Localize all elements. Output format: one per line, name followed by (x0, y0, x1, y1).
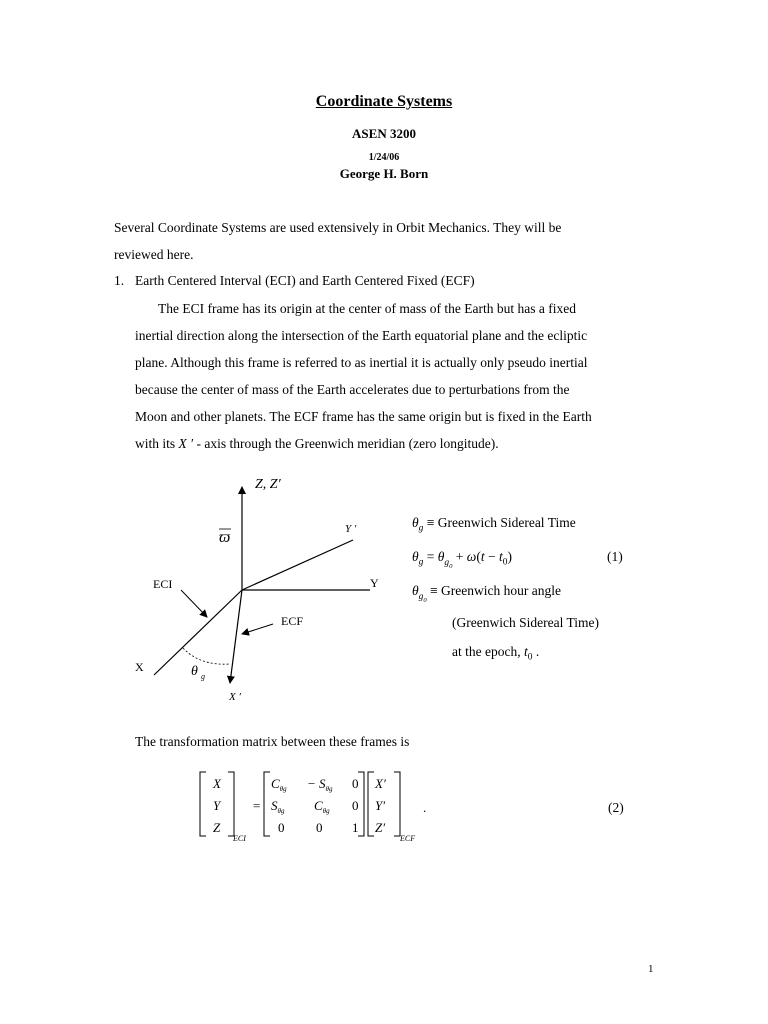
theta-g-symbol: $\theta_g$ (412, 515, 424, 534)
eci-pointer-arrow (181, 590, 207, 617)
matrix-equation (190, 768, 470, 848)
y-axis-label: Y (370, 576, 379, 590)
svg-text:.: . (423, 800, 427, 815)
paragraph-line: Moon and other planets. The ECF frame has the same origin but is fixed in the Earth (135, 409, 592, 424)
theta-g0-symbol: $\theta_{g_0}$ (412, 583, 427, 604)
svg-text:1: 1 (352, 820, 359, 835)
x-axis-label: X (135, 660, 144, 674)
svg-text:X′: X′ (375, 776, 386, 791)
svg-text:Cθg: $C_{\theta g}$ (271, 776, 287, 793)
svg-text:0: 0 (352, 776, 359, 791)
svg-text:ECF: ECF (400, 834, 416, 843)
paragraph-line: The ECI frame has its origin at the center of mass of the Earth but has a fixed (158, 301, 576, 316)
theta-arc (183, 648, 230, 664)
intro-line-2: reviewed here. (114, 247, 194, 262)
equation-number: (1) (607, 549, 623, 564)
svg-text:X: X (213, 776, 221, 791)
author-name: George H. Born (339, 166, 429, 181)
ecf-pointer-arrow (242, 624, 273, 634)
y-prime-label: Y ′ (345, 523, 357, 535)
svg-text:Sθg: $S_{\theta g}$ (271, 798, 285, 815)
svg-text:Cθg: $C_{\theta g}$ (314, 798, 330, 815)
definition-epoch: at the epoch, $t_0$ . (452, 644, 540, 663)
eci-label: ECI (153, 577, 173, 591)
ecf-label: ECF (281, 614, 304, 628)
omega-label: ϖ (219, 529, 231, 546)
section-number: 1. (114, 273, 125, 288)
x-prime-axis (230, 590, 242, 683)
document-date: 1/24/06 (368, 152, 400, 163)
svg-text:0: 0 (316, 820, 323, 835)
paragraph-line: because the center of mass of the Earth accelerates due to perturbations from the (135, 382, 570, 397)
svg-text:0: 0 (352, 798, 359, 813)
equation-1: $\theta_g = \theta_{g_0} + \omega(t - t_0)$ (412, 549, 512, 570)
z-axis-label: Z, Z′ (255, 477, 281, 492)
paragraph-line: plane. Although this frame is referred to as inertial it is actually only pseudo inertial (135, 355, 588, 370)
page-title: Coordinate Systems (315, 93, 453, 110)
definition-theta-g: $\theta_g$ ≡ Greenwich Sidereal Time (412, 515, 576, 534)
svg-text:Y′: Y′ (375, 798, 386, 813)
last-line-suffix: - axis through the Greenwich meridian (zero longitude). (196, 436, 499, 451)
last-line-prefix: with its (135, 436, 176, 451)
page-number: 1 (648, 963, 654, 975)
section-heading: Earth Centered Interval (ECI) and Earth Centered Fixed (ECF) (135, 273, 475, 288)
transform-intro: The transformation matrix between these frames is (135, 734, 410, 749)
definition-text: Greenwich hour angle (441, 583, 561, 598)
svg-text:ECI: ECI (233, 834, 246, 843)
definition-theta-g0: $\theta_{g_0}$ ≡ Greenwich hour angle (412, 583, 561, 604)
svg-text:0: 0 (278, 820, 285, 835)
svg-text:=: = (253, 798, 261, 813)
theta-subscript: g (201, 672, 205, 681)
equation-number: (2) (608, 800, 624, 815)
y-prime-axis (242, 540, 353, 590)
svg-text:− Sθg: − $S_{\theta g}$ (307, 776, 333, 793)
course-code: ASEN 3200 (352, 126, 416, 141)
svg-text:Y: Y (213, 798, 221, 813)
intro-line-1: Several Coordinate Systems are used extensively in Orbit Mechanics. They will be (114, 220, 562, 235)
svg-text:Z′: Z′ (375, 820, 386, 835)
x-prime-label: X ′ (229, 691, 241, 703)
x-prime-symbol: X ′ (178, 436, 194, 451)
paragraph-line: inertial direction along the intersection of the Earth equatorial plane and the ecliptic (135, 328, 588, 343)
definition-text: Greenwich Sidereal Time (437, 515, 576, 530)
svg-text:Z: Z (213, 820, 221, 835)
definition-continuation: (Greenwich Sidereal Time) (452, 615, 599, 630)
x-axis (154, 590, 242, 675)
theta-label: θ (191, 664, 198, 679)
